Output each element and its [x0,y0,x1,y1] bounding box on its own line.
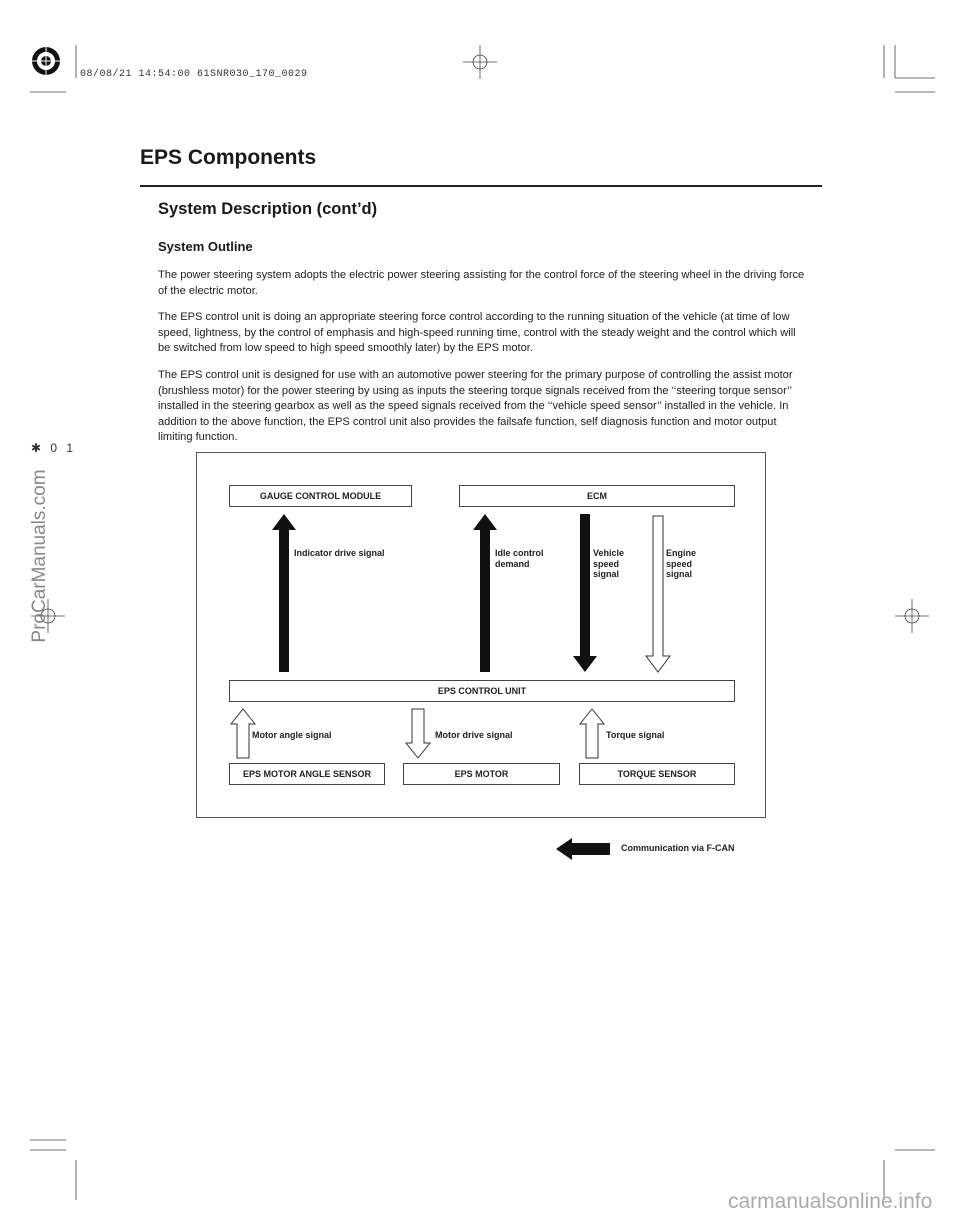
side-marker: ✱ 0 1 [31,441,77,455]
side-watermark: ProCarManuals.com [29,469,50,643]
print-stamp: 08/08/21 14:54:00 61SNR030_170_0029 [80,69,308,80]
engine-label-line: speed [666,558,693,569]
footer-watermark: carmanualsonline.info [728,1190,933,1213]
gauge-control-module-box: GAUGE CONTROL MODULE [229,485,412,507]
motor-angle-signal-label: Motor angle signal [252,730,332,740]
paragraph-control: The EPS control unit is doing an appropriate steering force control according to the running situation of the vehicle (at time of low speed, lightness, by the control of emphasis and high-speed running time, control with the steady weight and the control which will be switched from low speed to high speed smoothly later) by the EPS motor. [158,311,796,354]
f-can-legend-label: Communication via F-CAN [621,843,735,853]
torque-arrow-icon [580,709,604,758]
eps-motor-angle-sensor-box: EPS MOTOR ANGLE SENSOR [229,763,385,785]
vehicle-speed-signal-label [593,548,624,580]
idle-control-arrow-icon [473,514,497,672]
engine-speed-signal-label [666,548,696,580]
section-title: System Description (cont’d) [158,200,378,218]
torque-sensor-box: TORQUE SENSOR [579,763,735,785]
engine-speed-arrow-icon [646,516,670,672]
idle-label-line: Idle control [495,548,544,558]
outline-heading: System Outline [158,239,253,254]
motor-drive-signal-label: Motor drive signal [435,730,513,740]
engine-label-line: Engine [666,548,697,558]
vehicle-label-line: speed [593,558,620,569]
torque-signal-label: Torque signal [606,730,665,740]
paragraph-intro: The power steering system adopts the electric power steering assisting for the control force of the steering wheel in the driving force of the electric motor. [158,269,805,297]
idle-control-demand-label [495,548,544,569]
indicator-arrow-icon [272,514,296,672]
page-title: EPS Components [140,146,317,169]
f-can-legend-arrow-icon [556,838,610,860]
eps-motor-box: EPS MOTOR [403,763,560,785]
motor-drive-arrow-icon [406,709,430,758]
vehicle-label-line: signal [593,569,620,579]
indicator-drive-signal-label: Indicator drive signal [294,548,385,558]
ecm-box: ECM [459,485,735,507]
vehicle-speed-arrow-icon [573,514,597,672]
vehicle-label-line: Vehicle [593,548,625,558]
eps-control-unit-box: EPS CONTROL UNIT [229,680,735,702]
idle-label-line: demand [495,558,530,569]
paragraph-design: The EPS control unit is designed for use with an automotive power steering for the primary purpose of controlling the assist motor (brushless motor) for the power steering by using as inputs the steering torque signals received from the ‘‘steering torque sensor’’ installed in the steering gearbox as well as the speed signals received from the ‘‘vehicle speed sensor’’ installed in the vehicle. In addition to the above function, the EPS control unit also provides the failsafe function, self diagnosis function and motor output limiting function. [158,369,793,443]
engine-label-line: signal [666,569,693,579]
